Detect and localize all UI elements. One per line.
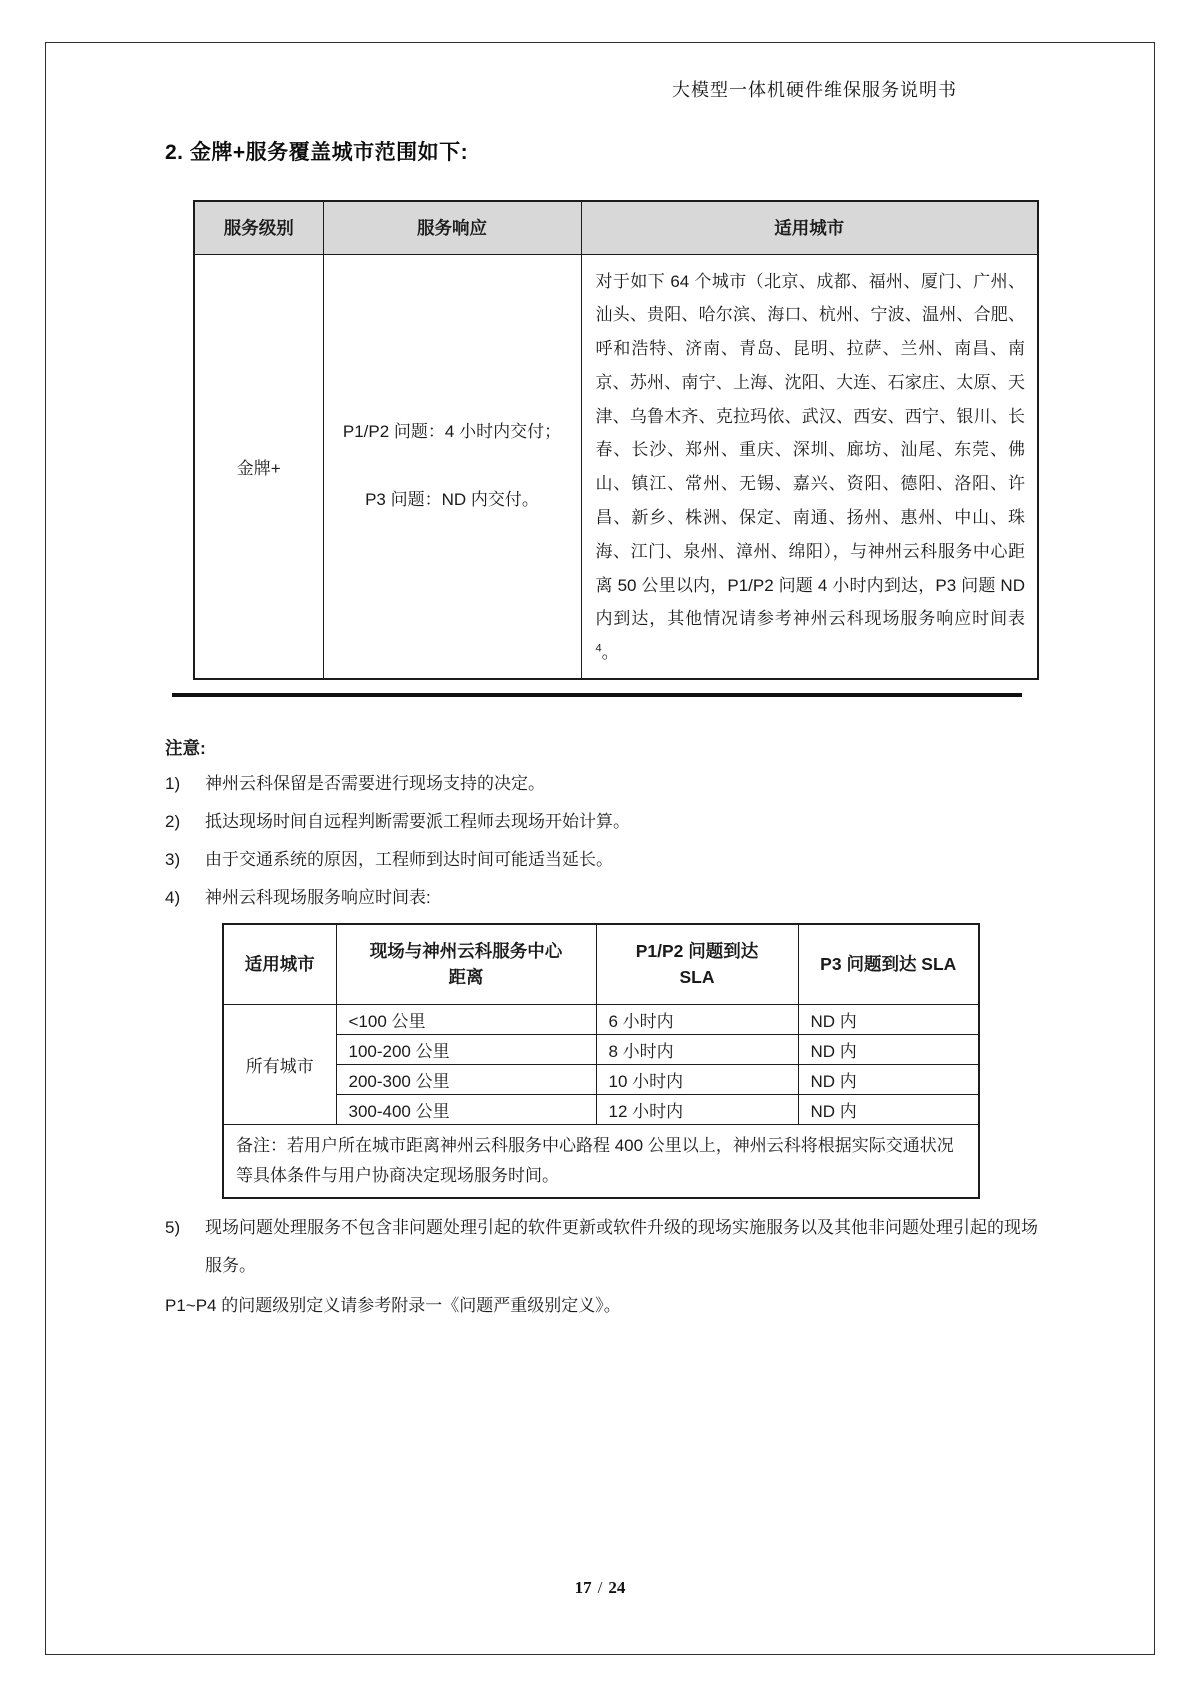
notes-title: 注意: (165, 738, 206, 758)
distance-cell: 100-200 公里 (336, 1034, 596, 1064)
p3-sla-cell: ND 内 (798, 1064, 979, 1094)
distance-cell: <100 公里 (336, 1004, 596, 1034)
list-item-number: 5) (165, 1217, 181, 1237)
table-header-row (223, 924, 979, 1004)
service-level-cell: 金牌+ (194, 254, 323, 679)
response-p3: P3 问题：ND 内交付。 (365, 490, 539, 510)
p3-sla-cell: ND 内 (798, 1094, 979, 1124)
remark-cell: 备注：若用户所在城市距离神州云科服务中心路程 400 公里以上，神州云科将根据实际交通状况等具体条件与用户协商决定现场服务时间。 (223, 1124, 979, 1198)
column-header-service-response: 服务响应 (323, 201, 581, 254)
column-header-service-level: 服务级别 (194, 201, 323, 254)
list-item-text: 现场问题处理服务不包含非问题处理引起的软件更新或软件升级的现场实施服务以及其他非问题处理引起的现场服务。 (205, 1217, 1038, 1275)
footnote-marker: 4 (595, 642, 602, 655)
document-header-title: 大模型一体机硬件维保服务说明书 (672, 80, 957, 100)
p3-sla-cell: ND 内 (798, 1034, 979, 1064)
distance-cell: 200-300 公里 (336, 1064, 596, 1094)
horizontal-rule (172, 693, 1022, 697)
list-item-text: 神州云科保留是否需要进行现场支持的决定。 (205, 774, 545, 793)
table-header-row (194, 201, 1038, 254)
table-row (223, 1064, 979, 1094)
distance-cell: 300-400 公里 (336, 1094, 596, 1124)
list-item-number: 1) (165, 774, 181, 793)
page-number-separator: / (597, 1578, 603, 1597)
city-group-cell: 所有城市 (223, 1004, 336, 1124)
column-header-p3-sla: P3 问题到达 SLA (798, 924, 979, 1004)
current-page-number: 17 (574, 1578, 592, 1597)
notes-section (165, 735, 1043, 1319)
list-item-number: 4) (165, 888, 181, 907)
page-number-footer (45, 1578, 1155, 1598)
list-item (165, 809, 1043, 835)
list-item (165, 885, 1043, 911)
p12-sla-cell: 12 小时内 (596, 1094, 798, 1124)
p12-sla-cell: 10 小时内 (596, 1064, 798, 1094)
closing-note: P1~P4 的问题级别定义请参考附录一《问题严重级别定义》。 (165, 1295, 621, 1315)
column-header-distance: 现场与神州云科服务中心距离 (336, 924, 596, 1004)
column-header-applicable-cities: 适用城市 (581, 201, 1038, 254)
response-p12: P1/P2 问题：4 小时内交付； (342, 422, 562, 442)
column-header-city: 适用城市 (223, 924, 336, 1004)
list-item (165, 847, 1043, 873)
p3-sla-cell: ND 内 (798, 1004, 979, 1034)
list-item (165, 1209, 1043, 1285)
cities-text: 对于如下 64 个城市（北京、成都、福州、厦门、广州、汕头、贵阳、哈尔滨、海口、杭州、宁波、温州、合肥、呼和浩特、济南、青岛、昆明、拉萨、兰州、南昌、南京、苏州、南宁、上海、沈阳、大连、石家庄、太原、天津、乌鲁木齐、克拉玛依、武汉、西安、西宁、银川、长春、长沙、郑州、重庆、深圳、廊坊、汕尾、东莞、佛山、镇江、常州、无锡、嘉兴、资阳、德阳、洛阳、许昌、新乡、株洲、保定、南通、扬州、惠州、中山、珠海、江门、泉州、漳州、绵阳），与神州云科服务中心距离 50 公里以内，P1/P2 问题 4 小时内到达，P3 问题 ND 内到达，其他情况请参考神州云科现场服务响应时间表 (595, 271, 1025, 629)
list-item (165, 771, 1043, 797)
cities-text-end: 。 (601, 643, 619, 663)
gold-plus-service-table (193, 200, 1039, 680)
p12-sla-cell: 8 小时内 (596, 1034, 798, 1064)
list-item-number: 3) (165, 850, 181, 869)
list-item-number: 2) (165, 812, 181, 831)
table-row (223, 1094, 979, 1124)
table-row (223, 1004, 979, 1034)
list-item-text: 神州云科现场服务响应时间表: (205, 888, 431, 907)
table-remark-row (223, 1124, 979, 1198)
section-heading: 2. 金牌+服务覆盖城市范围如下: (165, 141, 469, 164)
total-page-count: 24 (608, 1578, 626, 1597)
list-item-text: 抵达现场时间自远程判断需要派工程师去现场开始计算。 (205, 812, 630, 831)
table-row (223, 1034, 979, 1064)
service-response-cell (323, 254, 581, 679)
applicable-cities-cell (581, 254, 1038, 679)
column-header-p12-sla: P1/P2 问题到达 SLA (596, 924, 798, 1004)
p12-sla-cell: 6 小时内 (596, 1004, 798, 1034)
table-row (194, 254, 1038, 679)
list-item-text: 由于交通系统的原因，工程师到达时间可能适当延长。 (205, 850, 613, 869)
response-time-table (222, 923, 980, 1199)
